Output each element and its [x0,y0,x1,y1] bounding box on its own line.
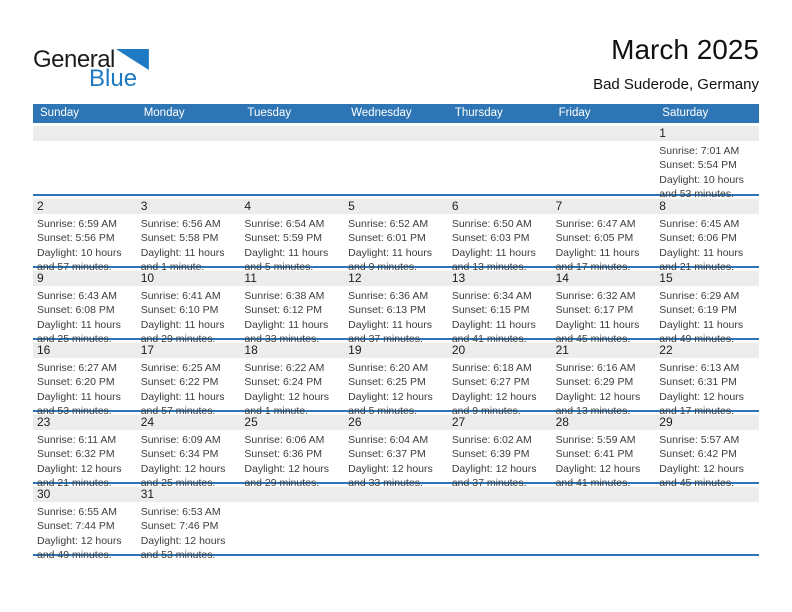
daylight-text-line2: and 25 minutes. [37,333,112,346]
daylight-text-line1: Daylight: 11 hours [451,246,536,259]
daylight-text-line2: and 53 minutes. [140,549,216,562]
day-cell [344,340,448,419]
weekday-header-sunday: Sunday [40,107,80,119]
sunrise-text: Sunrise: 6:16 AM [555,362,636,374]
sunset-text: Sunset: 6:22 PM [140,376,219,389]
day-details [452,433,552,491]
day-cell [552,412,656,491]
empty-day-cell [655,484,759,563]
day-cell [137,412,241,491]
sunset-text: Sunset: 6:10 PM [140,304,219,317]
day-details [348,361,448,419]
day-cell [240,196,344,275]
day-details [452,217,552,275]
weekday-header-thursday: Thursday [454,107,503,119]
daylight-text-line2: and 41 minutes. [451,333,527,346]
sunset-text: Sunset: 7:44 PM [37,520,115,533]
week-row [33,266,759,346]
daylight-text-line2: and 45 minutes. [555,333,631,346]
sunrise-text: Sunrise: 6:47 AM [555,218,636,230]
day-details [452,361,552,419]
sunset-text: Sunset: 5:56 PM [37,232,115,245]
day-details [37,289,137,347]
day-number: 9 [37,271,44,285]
day-cell [344,268,448,347]
week-row [33,482,759,562]
sunrise-text: Sunrise: 6:18 AM [451,362,532,374]
daylight-text-line1: Daylight: 11 hours [348,318,432,331]
day-details [659,289,759,347]
sunset-text: Sunset: 5:54 PM [659,159,737,172]
sunrise-text: Sunrise: 6:55 AM [37,506,117,518]
sunrise-text: Sunrise: 6:13 AM [659,362,740,374]
daylight-text-line1: Daylight: 12 hours [659,462,744,475]
day-cell [33,268,137,347]
empty-day-cell [448,123,552,202]
day-number: 22 [659,343,673,357]
sunset-text: Sunset: 6:25 PM [348,376,426,389]
daylight-text-line1: Daylight: 11 hours [37,318,121,331]
daylight-text-line2: and 5 minutes. [348,405,418,418]
day-number: 25 [244,415,258,429]
day-cell [240,340,344,419]
sunrise-text: Sunrise: 5:57 AM [659,434,740,446]
day-number: 8 [659,199,666,213]
day-number: 20 [451,343,466,357]
daylight-text-line2: and 29 minutes. [244,477,320,490]
sunset-text: Sunset: 6:01 PM [348,232,426,245]
day-cell [33,412,137,491]
day-number: 21 [555,343,569,357]
daylight-text-line1: Daylight: 11 hours [659,318,744,331]
day-details [659,217,759,275]
sunrise-text: Sunrise: 6:25 AM [140,362,221,374]
weekday-header-row [33,104,759,123]
sunrise-text: Sunrise: 6:56 AM [140,218,221,230]
daylight-text-line2: and 5 minutes. [244,261,314,274]
daylight-text-line2: and 25 minutes. [140,477,216,490]
day-cell [655,268,759,347]
empty-day-cell [552,123,656,202]
daylight-text-line2: and 53 minutes. [659,188,734,201]
empty-day-cell [552,484,656,563]
day-number: 15 [659,271,673,285]
day-number: 18 [244,343,258,357]
sunset-text: Sunset: 6:15 PM [451,304,530,317]
day-details [37,361,137,419]
day-cell [33,196,137,275]
day-details [141,361,241,419]
day-details [141,289,241,347]
day-details [141,433,241,491]
day-number: 29 [659,415,673,429]
day-details [556,361,656,419]
daylight-text-line1: Daylight: 12 hours [140,462,226,475]
daylight-text-line2: and 37 minutes. [451,477,527,490]
day-cell [552,340,656,419]
sunset-text: Sunset: 6:05 PM [555,232,634,245]
week-row [33,194,759,274]
daylight-text-line1: Daylight: 11 hours [659,246,744,259]
day-details [348,433,448,491]
day-number: 5 [348,199,355,213]
day-details [37,505,137,563]
daylight-text-line2: and 1 minute. [140,261,205,274]
daylight-text-line2: and 17 minutes. [659,405,734,418]
sunrise-text: Sunrise: 6:59 AM [37,218,117,230]
empty-day-cell [344,484,448,563]
general-blue-logo [33,46,149,93]
sunset-text: Sunset: 6:41 PM [555,448,634,461]
day-cell [655,196,759,275]
day-cell [137,268,241,347]
sunset-text: Sunset: 7:46 PM [140,520,219,533]
day-number: 10 [140,271,155,285]
daylight-text-line2: and 21 minutes. [659,261,734,274]
day-number: 2 [37,199,44,213]
daylight-text-line1: Daylight: 11 hours [37,390,121,403]
sunset-text: Sunset: 6:34 PM [140,448,219,461]
day-details [348,217,448,275]
day-number: 3 [140,199,148,213]
week-row [33,123,759,201]
empty-day-cell [33,123,137,202]
daylight-text-line1: Daylight: 11 hours [451,318,536,331]
daylight-text-line1: Daylight: 12 hours [555,462,641,475]
daylight-text-line1: Daylight: 12 hours [140,534,226,547]
day-cell [655,412,759,491]
sunrise-text: Sunrise: 6:32 AM [555,290,636,302]
sunrise-text: Sunrise: 7:01 AM [659,145,740,157]
empty-day-cell [448,484,552,563]
weekday-header-friday: Friday [558,107,591,119]
page-subtitle: Bad Suderode, Germany [593,76,759,93]
day-number: 16 [37,343,51,357]
daylight-text-line1: Daylight: 12 hours [244,462,330,475]
empty-day-cell [240,484,344,563]
logo-text-general: General [33,46,115,73]
daylight-text-line2: and 37 minutes. [348,333,423,346]
weekday-header-wednesday: Wednesday [351,107,412,119]
week-row [33,410,759,490]
daylight-text-line1: Daylight: 12 hours [244,390,330,403]
sunrise-text: Sunrise: 6:11 AM [37,434,117,446]
sunset-text: Sunset: 6:32 PM [37,448,115,461]
daylight-text-line1: Daylight: 12 hours [451,390,537,403]
day-number: 26 [348,415,362,429]
page-title: March 2025 [611,34,759,65]
day-details [37,217,137,275]
day-cell [33,484,137,563]
day-cell [448,412,552,491]
day-details [141,505,241,563]
empty-day-cell [344,123,448,202]
day-number: 1 [659,126,666,140]
day-details [244,361,344,419]
daylight-text-line1: Daylight: 12 hours [37,534,122,547]
calendar-body [33,123,759,562]
sunset-text: Sunset: 5:59 PM [244,232,323,245]
day-details [556,217,656,275]
daylight-text-line1: Daylight: 10 hours [37,246,122,259]
daylight-text-line1: Daylight: 12 hours [348,390,433,403]
day-details [348,289,448,347]
daylight-text-line1: Daylight: 12 hours [348,462,433,475]
daylight-text-line2: and 9 minutes. [451,405,521,418]
sunrise-text: Sunrise: 6:53 AM [140,506,221,518]
sunrise-text: Sunrise: 6:54 AM [244,218,325,230]
day-number: 7 [555,199,563,213]
sunrise-text: Sunrise: 6:43 AM [37,290,117,302]
daylight-text-line1: Daylight: 11 hours [140,318,225,331]
logo-text-blue: Blue [89,65,138,92]
daylight-text-line1: Daylight: 11 hours [140,246,225,259]
day-details [659,361,759,419]
sunset-text: Sunset: 6:13 PM [348,304,426,317]
sunset-text: Sunset: 6:36 PM [244,448,323,461]
sunrise-text: Sunrise: 6:04 AM [348,434,429,446]
daylight-text-line1: Daylight: 12 hours [659,390,744,403]
day-number: 28 [555,415,569,429]
daylight-text-line2: and 57 minutes. [140,405,216,418]
sunrise-text: Sunrise: 6:29 AM [659,290,740,302]
daylight-text-line2: and 53 minutes. [37,405,112,418]
daylight-text-line2: and 33 minutes. [244,333,320,346]
day-number: 6 [451,199,459,213]
day-number: 19 [348,343,362,357]
weekday-header-tuesday: Tuesday [247,107,292,119]
day-details [659,433,759,491]
calendar-table [33,104,759,562]
daylight-text-line2: and 49 minutes. [37,549,112,562]
sunrise-text: Sunrise: 6:27 AM [37,362,117,374]
sunset-text: Sunset: 6:20 PM [37,376,115,389]
sunset-text: Sunset: 6:31 PM [659,376,737,389]
sunrise-text: Sunrise: 6:38 AM [244,290,325,302]
day-number: 23 [37,415,51,429]
sunset-text: Sunset: 6:03 PM [451,232,530,245]
day-cell [448,340,552,419]
day-details [244,433,344,491]
day-cell [655,340,759,419]
title-block [593,34,759,93]
day-details [37,433,137,491]
sunset-text: Sunset: 6:17 PM [555,304,634,317]
daylight-text-line2: and 9 minutes. [348,261,418,274]
sunrise-text: Sunrise: 6:41 AM [140,290,221,302]
day-cell [448,268,552,347]
week-row [33,338,759,418]
sunset-text: Sunset: 6:42 PM [659,448,737,461]
sunset-text: Sunset: 6:12 PM [244,304,323,317]
daylight-text-line2: and 1 minute. [244,405,309,418]
daylight-text-line2: and 57 minutes. [37,261,112,274]
daylight-text-line2: and 29 minutes. [140,333,216,346]
daylight-text-line2: and 33 minutes. [348,477,423,490]
sunset-text: Sunset: 6:29 PM [555,376,634,389]
sunrise-text: Sunrise: 6:52 AM [348,218,429,230]
sunrise-text: Sunrise: 6:45 AM [659,218,740,230]
day-details [244,289,344,347]
sunrise-text: Sunrise: 6:50 AM [451,218,532,230]
day-cell [344,196,448,275]
sunset-text: Sunset: 6:08 PM [37,304,115,317]
day-details [556,289,656,347]
sunset-text: Sunset: 6:39 PM [451,448,530,461]
daylight-text-line1: Daylight: 11 hours [140,390,225,403]
day-number: 13 [451,271,466,285]
sunrise-text: Sunrise: 6:06 AM [244,434,325,446]
day-details [141,217,241,275]
daylight-text-line1: Daylight: 12 hours [451,462,537,475]
day-cell [137,196,241,275]
day-cell [137,484,241,563]
sunrise-text: Sunrise: 6:09 AM [140,434,221,446]
daylight-text-line1: Daylight: 12 hours [37,462,122,475]
sunset-text: Sunset: 5:58 PM [140,232,219,245]
day-cell [240,412,344,491]
day-details [452,289,552,347]
day-number: 4 [244,199,252,213]
sunset-text: Sunset: 6:06 PM [659,232,737,245]
day-cell [240,268,344,347]
day-number: 31 [140,487,155,501]
sunrise-text: Sunrise: 6:22 AM [244,362,325,374]
daylight-text-line2: and 21 minutes. [37,477,112,490]
day-cell [344,412,448,491]
daylight-text-line2: and 49 minutes. [659,333,734,346]
sunrise-text: Sunrise: 5:59 AM [555,434,636,446]
daylight-text-line1: Daylight: 11 hours [555,318,640,331]
day-details [659,144,759,202]
sunset-text: Sunset: 6:19 PM [659,304,737,317]
sunset-text: Sunset: 6:24 PM [244,376,323,389]
day-number: 24 [140,415,155,429]
daylight-text-line1: Daylight: 12 hours [555,390,641,403]
day-details [244,217,344,275]
day-cell [448,196,552,275]
day-cell [552,268,656,347]
daylight-text-line2: and 13 minutes. [555,405,631,418]
day-number: 12 [348,271,362,285]
daylight-text-line1: Daylight: 11 hours [348,246,432,259]
daylight-text-line1: Daylight: 10 hours [659,173,744,186]
day-number: 17 [140,343,155,357]
day-cell [552,196,656,275]
day-cell [655,123,759,202]
daylight-text-line1: Daylight: 11 hours [244,246,329,259]
day-cell [33,340,137,419]
day-details [556,433,656,491]
weekday-header-monday: Monday [143,107,185,119]
day-number: 11 [244,271,257,285]
sunset-text: Sunset: 6:37 PM [348,448,426,461]
daylight-text-line2: and 17 minutes. [555,261,631,274]
weekday-header-saturday: Saturday [662,107,709,119]
daylight-text-line2: and 45 minutes. [659,477,734,490]
daylight-text-line1: Daylight: 11 hours [555,246,640,259]
daylight-text-line2: and 13 minutes. [451,261,527,274]
daylight-text-line2: and 41 minutes. [555,477,631,490]
daylight-text-line1: Daylight: 11 hours [244,318,329,331]
day-number: 27 [451,415,466,429]
sunrise-text: Sunrise: 6:36 AM [348,290,429,302]
empty-day-cell [240,123,344,202]
day-number: 14 [555,271,569,285]
sunrise-text: Sunrise: 6:34 AM [451,290,532,302]
sunrise-text: Sunrise: 6:20 AM [348,362,429,374]
day-cell [137,340,241,419]
sunrise-text: Sunrise: 6:02 AM [451,434,532,446]
day-number: 30 [37,487,51,501]
sunset-text: Sunset: 6:27 PM [451,376,530,389]
empty-day-cell [137,123,241,202]
